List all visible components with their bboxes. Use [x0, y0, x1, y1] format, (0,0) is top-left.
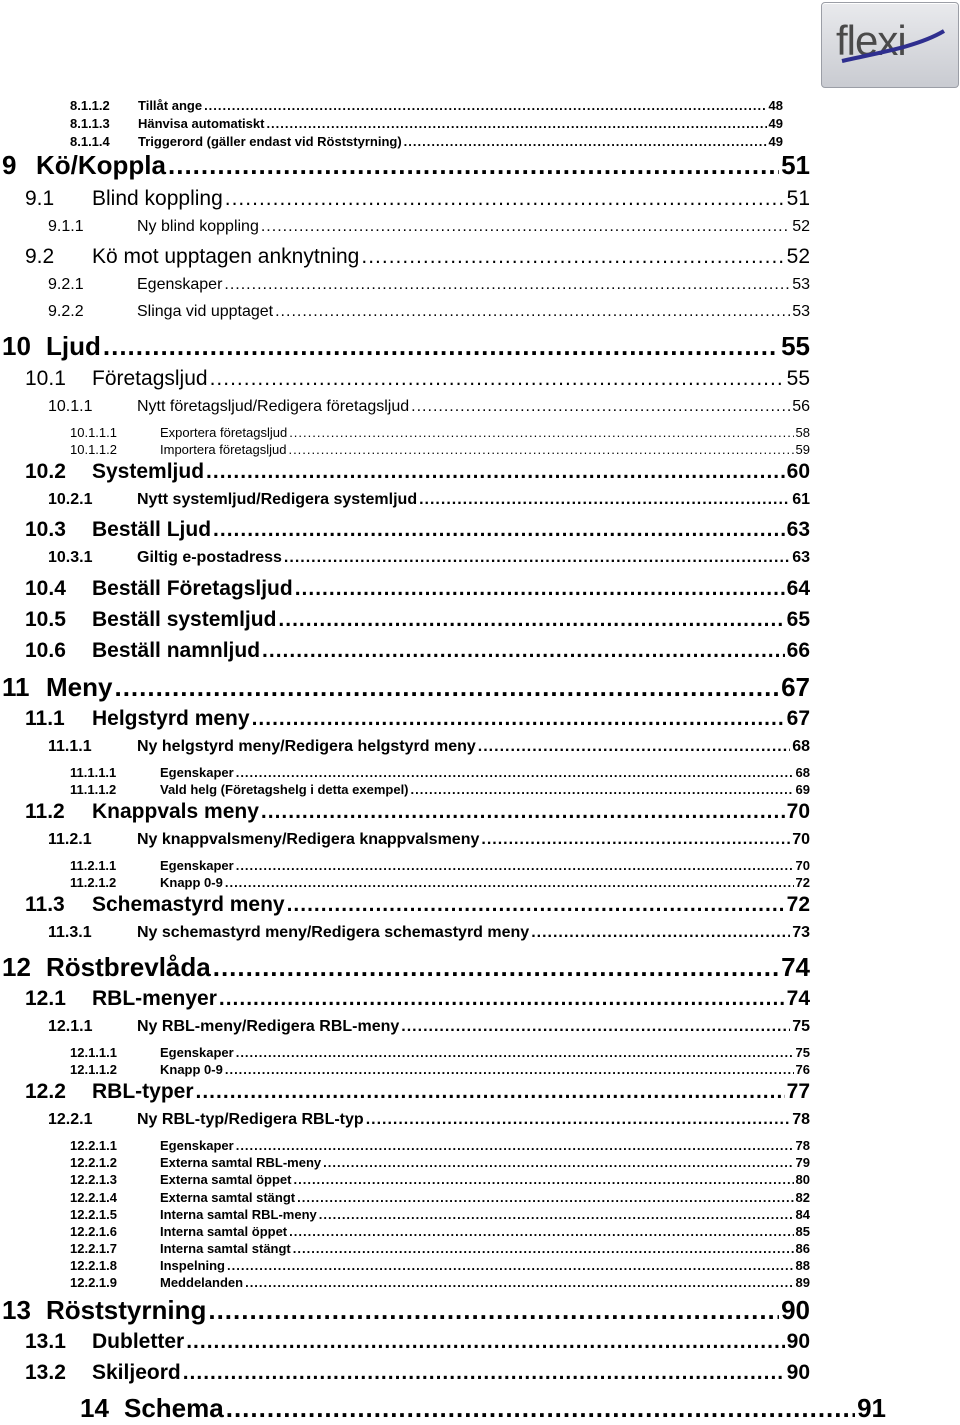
entry-number: 10.2.1	[48, 491, 93, 508]
entry-page: 90	[786, 1330, 810, 1353]
toc-entry[interactable]	[2, 952, 810, 984]
toc-entry[interactable]	[70, 1190, 810, 1207]
entry-page: 90	[781, 1295, 810, 1325]
toc-entry[interactable]	[25, 245, 810, 271]
entry-number: 12.2.1.4	[70, 1190, 117, 1205]
entry-title: Meddelanden	[160, 1275, 244, 1290]
toc-entry[interactable]	[25, 608, 810, 634]
entry-number: 10.6	[25, 639, 66, 662]
entry-page: 89	[795, 1275, 810, 1290]
entry-page: 53	[792, 276, 810, 293]
toc-entry[interactable]	[25, 1080, 810, 1106]
entry-title: Beställ Ljud	[92, 518, 212, 541]
toc-entry[interactable]	[2, 1295, 810, 1327]
entry-page: 70	[792, 831, 810, 848]
entry-title: Blind koppling	[92, 187, 223, 210]
entry-number: 11.1.1	[48, 738, 92, 755]
entry-number: 13.2	[25, 1361, 66, 1384]
entry-title: Schemastyrd meny	[92, 893, 285, 916]
entry-number: 12.2.1.9	[70, 1275, 117, 1290]
entry-title: Externa samtal öppet	[160, 1172, 292, 1187]
toc-entry[interactable]	[48, 1111, 810, 1133]
entry-page: 72	[786, 893, 810, 916]
entry-number: 12.2.1	[48, 1111, 93, 1128]
entry-page: 48	[768, 98, 783, 113]
entry-title: Ny helgstyrd meny/Redigera helgstyrd meny	[137, 738, 476, 755]
entry-title: Hänvisa automatiskt	[138, 116, 265, 131]
entry-number: 10.5	[25, 608, 66, 631]
toc-entry[interactable]	[48, 276, 810, 298]
entry-number: 12.2.1.7	[70, 1241, 117, 1256]
entry-title: Ny schemastyrd meny/Redigera schemastyrd meny	[137, 924, 530, 941]
entry-number: 9	[2, 150, 17, 180]
entry-title: Tillåt ange	[138, 98, 203, 113]
toc-entry[interactable]	[2, 672, 810, 704]
entry-number: 10.1.1	[48, 398, 93, 415]
entry-page: 75	[795, 1045, 810, 1060]
entry-page: 70	[795, 858, 810, 873]
entry-title: Egenskaper	[137, 276, 223, 293]
entry-page: 61	[792, 491, 810, 508]
entry-number: 12.2.1.3	[70, 1172, 117, 1187]
logo-text: flexi	[836, 17, 906, 64]
entry-number: 11.2	[25, 800, 65, 823]
entry-title: Interna samtal öppet	[160, 1224, 288, 1239]
entry-number: 12.1.1.2	[70, 1062, 117, 1077]
toc-entry[interactable]	[48, 491, 810, 513]
entry-title: Nytt systemljud/Redigera systemljud	[137, 491, 418, 508]
entry-number: 11.2.1	[48, 831, 92, 848]
entry-title: Knapp 0-9	[160, 1062, 223, 1077]
entry-page: 69	[795, 782, 810, 797]
entry-title: Ny RBL-typ/Redigera RBL-typ	[137, 1111, 364, 1128]
entry-title: Nytt företagsljud/Redigera företagsljud	[137, 398, 410, 415]
toc-entry[interactable]	[70, 1258, 810, 1275]
entry-title: Giltig e-postadress	[137, 549, 282, 566]
entry-title: Knappvals meny	[92, 800, 259, 823]
entry-page: 55	[786, 367, 810, 390]
entry-number: 14	[80, 1393, 109, 1423]
entry-number: 12	[2, 952, 31, 982]
entry-page: 80	[795, 1172, 810, 1187]
entry-page: 79	[795, 1155, 810, 1170]
entry-number: 10.1.1.2	[70, 442, 117, 457]
entry-page: 78	[795, 1138, 810, 1153]
toc-entry[interactable]	[25, 367, 810, 393]
entry-number: 13.1	[25, 1330, 66, 1353]
entry-number: 9.2.1	[48, 276, 84, 293]
toc-entry[interactable]	[48, 738, 810, 760]
toc-entry[interactable]	[70, 1224, 810, 1241]
toc-entry[interactable]	[25, 893, 810, 919]
toc-entry[interactable]	[70, 442, 810, 459]
entry-number: 11.3	[25, 893, 65, 916]
entry-title: Inspelning	[160, 1258, 225, 1273]
entry-page: 74	[786, 987, 810, 1010]
entry-number: 10.4	[25, 577, 66, 600]
toc-entry[interactable]	[70, 1241, 810, 1258]
entry-title: Ljud	[46, 331, 101, 361]
entry-title: Interna samtal stängt	[160, 1241, 291, 1256]
toc-entry[interactable]	[70, 1062, 810, 1079]
entry-title: RBL-typer	[92, 1080, 194, 1103]
entry-page: 73	[792, 924, 810, 941]
entry-number: 12.2	[25, 1080, 66, 1103]
toc-entry[interactable]	[48, 398, 810, 420]
entry-number: 12.2.1.8	[70, 1258, 117, 1273]
toc-entry[interactable]	[70, 782, 810, 799]
entry-page: 82	[795, 1190, 810, 1205]
entry-title: Vald helg (Företagshelg i detta exempel)	[160, 782, 409, 797]
entry-number: 8.1.1.3	[70, 116, 110, 131]
entry-title: Knapp 0-9	[160, 875, 223, 890]
toc-entry[interactable]	[2, 331, 810, 363]
entry-page: 88	[795, 1258, 810, 1273]
entry-number: 10.1	[25, 367, 66, 390]
entry-title: Egenskaper	[160, 1045, 234, 1060]
entry-page: 90	[786, 1361, 810, 1384]
entry-page: 78	[792, 1111, 810, 1128]
entry-title: Helgstyrd meny	[92, 707, 250, 730]
entry-number: 12.2.1.1	[70, 1138, 117, 1153]
entry-page: 63	[792, 549, 810, 566]
toc-entry[interactable]	[70, 134, 783, 151]
entry-page: 77	[786, 1080, 810, 1103]
entry-number: 12.2.1.2	[70, 1155, 117, 1170]
entry-title: Företagsljud	[92, 367, 208, 390]
entry-page: 58	[795, 425, 810, 440]
toc-entry[interactable]	[70, 1172, 810, 1189]
entry-title: Interna samtal RBL-meny	[160, 1207, 317, 1222]
entry-page: 52	[792, 218, 810, 235]
toc-entry[interactable]	[48, 831, 810, 853]
entry-page: 85	[795, 1224, 810, 1239]
entry-page: 68	[795, 765, 810, 780]
entry-page: 63	[786, 518, 810, 541]
entry-title: Ny blind koppling	[137, 218, 259, 235]
entry-title: Egenskaper	[160, 1138, 234, 1153]
entry-page: 59	[795, 442, 810, 457]
entry-number: 10.3.1	[48, 549, 93, 566]
toc-entry[interactable]	[48, 924, 810, 946]
entry-number: 12.1.1.1	[70, 1045, 117, 1060]
entry-title: Ny RBL-meny/Redigera RBL-meny	[137, 1018, 400, 1035]
entry-page: 86	[795, 1241, 810, 1256]
entry-page: 49	[768, 134, 783, 149]
entry-page: 66	[786, 639, 810, 662]
entry-title: Egenskaper	[160, 765, 234, 780]
toc-entry[interactable]	[25, 577, 810, 603]
toc-entry[interactable]	[25, 460, 810, 486]
toc-entry[interactable]	[70, 425, 810, 442]
entry-page: 67	[781, 672, 810, 702]
toc-entry[interactable]	[48, 218, 810, 240]
entry-number: 11.1	[25, 707, 65, 730]
entry-title: Beställ namnljud	[92, 639, 261, 662]
entry-number: 12.2.1.5	[70, 1207, 117, 1222]
toc-entry[interactable]	[25, 1330, 810, 1356]
entry-title: Systemljud	[92, 460, 205, 483]
entry-number: 11.1.1.2	[70, 782, 117, 797]
entry-number: 9.2	[25, 245, 55, 268]
toc-entry[interactable]	[25, 518, 810, 544]
toc-entry[interactable]	[70, 765, 810, 782]
entry-number: 9.1.1	[48, 218, 84, 235]
entry-title: Slinga vid upptaget	[137, 303, 274, 320]
toc-entry[interactable]	[48, 303, 810, 325]
toc-entry[interactable]	[70, 98, 783, 115]
entry-number: 12.1	[25, 987, 66, 1010]
entry-title: Röststyrning	[46, 1295, 207, 1325]
entry-title: Beställ systemljud	[92, 608, 277, 631]
entry-number: 10.2	[25, 460, 66, 483]
entry-title: RBL-menyer	[92, 987, 217, 1010]
entry-number: 8.1.1.2	[70, 98, 110, 113]
entry-title: Ny knappvalsmeny/Redigera knappvalsmeny	[137, 831, 480, 848]
entry-page: 75	[792, 1018, 810, 1035]
entry-title: Skiljeord	[92, 1361, 181, 1384]
toc-entry[interactable]	[70, 1155, 810, 1172]
entry-page: 65	[786, 608, 810, 631]
entry-page: 52	[786, 245, 810, 268]
entry-title: Röstbrevlåda	[46, 952, 211, 982]
entry-number: 11.1.1.1	[70, 765, 117, 780]
entry-page: 91	[857, 1393, 886, 1423]
entry-number: 9.1	[25, 187, 55, 210]
entry-number: 11.2.1.2	[70, 875, 117, 890]
toc-entry[interactable]	[48, 549, 810, 571]
entry-page: 74	[781, 952, 810, 982]
entry-title: Schema	[124, 1393, 224, 1423]
entry-page: 70	[786, 800, 810, 823]
entry-title: Importera företagsljud	[160, 442, 287, 457]
entry-title: Meny	[46, 672, 113, 702]
toc-entry[interactable]	[25, 800, 810, 826]
entry-page: 55	[781, 331, 810, 361]
entry-number: 8.1.1.4	[70, 134, 110, 149]
entry-page: 51	[786, 187, 810, 210]
entry-page: 53	[792, 303, 810, 320]
entry-page: 67	[786, 707, 810, 730]
entry-title: Externa samtal RBL-meny	[160, 1155, 322, 1170]
entry-page: 64	[786, 577, 810, 600]
toc-entry[interactable]	[70, 1207, 810, 1224]
toc-entry[interactable]	[70, 116, 783, 133]
toc-entry[interactable]	[25, 987, 810, 1013]
toc-entry[interactable]	[70, 1275, 810, 1292]
entry-title: Kö mot upptagen anknytning	[92, 245, 360, 268]
entry-number: 9.2.2	[48, 303, 84, 320]
entry-page: 56	[792, 398, 810, 415]
entry-page: 60	[786, 460, 810, 483]
entry-number: 13	[2, 1295, 31, 1325]
entry-number: 10.1.1.1	[70, 425, 117, 440]
entry-page: 76	[795, 1062, 810, 1077]
entry-number: 11	[2, 672, 30, 702]
entry-number: 10	[2, 331, 31, 361]
toc-entry[interactable]	[80, 1393, 886, 1425]
entry-title: Triggerord (gäller endast vid Röststyrning)	[138, 134, 402, 149]
entry-number: 12.2.1.6	[70, 1224, 117, 1239]
entry-number: 11.2.1.1	[70, 858, 117, 873]
entry-page: 72	[795, 875, 810, 890]
entry-page: 51	[781, 150, 810, 180]
toc-entry[interactable]	[25, 707, 810, 733]
toc-entry[interactable]	[70, 1045, 810, 1062]
toc-entry[interactable]	[25, 639, 810, 665]
entry-page: 84	[795, 1207, 810, 1222]
toc-entry[interactable]	[25, 187, 810, 213]
entry-number: 11.3.1	[48, 924, 92, 941]
toc-entry[interactable]	[48, 1018, 810, 1040]
entry-title: Dubletter	[92, 1330, 185, 1353]
entry-title: Kö/Koppla	[36, 150, 166, 180]
toc-entry[interactable]	[2, 150, 810, 182]
entry-title: Egenskaper	[160, 858, 234, 873]
toc-entry[interactable]	[70, 858, 810, 875]
toc-entry[interactable]	[25, 1361, 810, 1387]
entry-page: 49	[768, 116, 783, 131]
toc-entry[interactable]	[70, 875, 810, 892]
entry-title: Externa samtal stängt	[160, 1190, 296, 1205]
entry-number: 10.3	[25, 518, 66, 541]
toc-entry[interactable]	[70, 1138, 810, 1155]
entry-page: 68	[792, 738, 810, 755]
entry-title: Beställ Företagsljud	[92, 577, 293, 600]
entry-number: 12.1.1	[48, 1018, 93, 1035]
entry-title: Exportera företagsljud	[160, 425, 288, 440]
